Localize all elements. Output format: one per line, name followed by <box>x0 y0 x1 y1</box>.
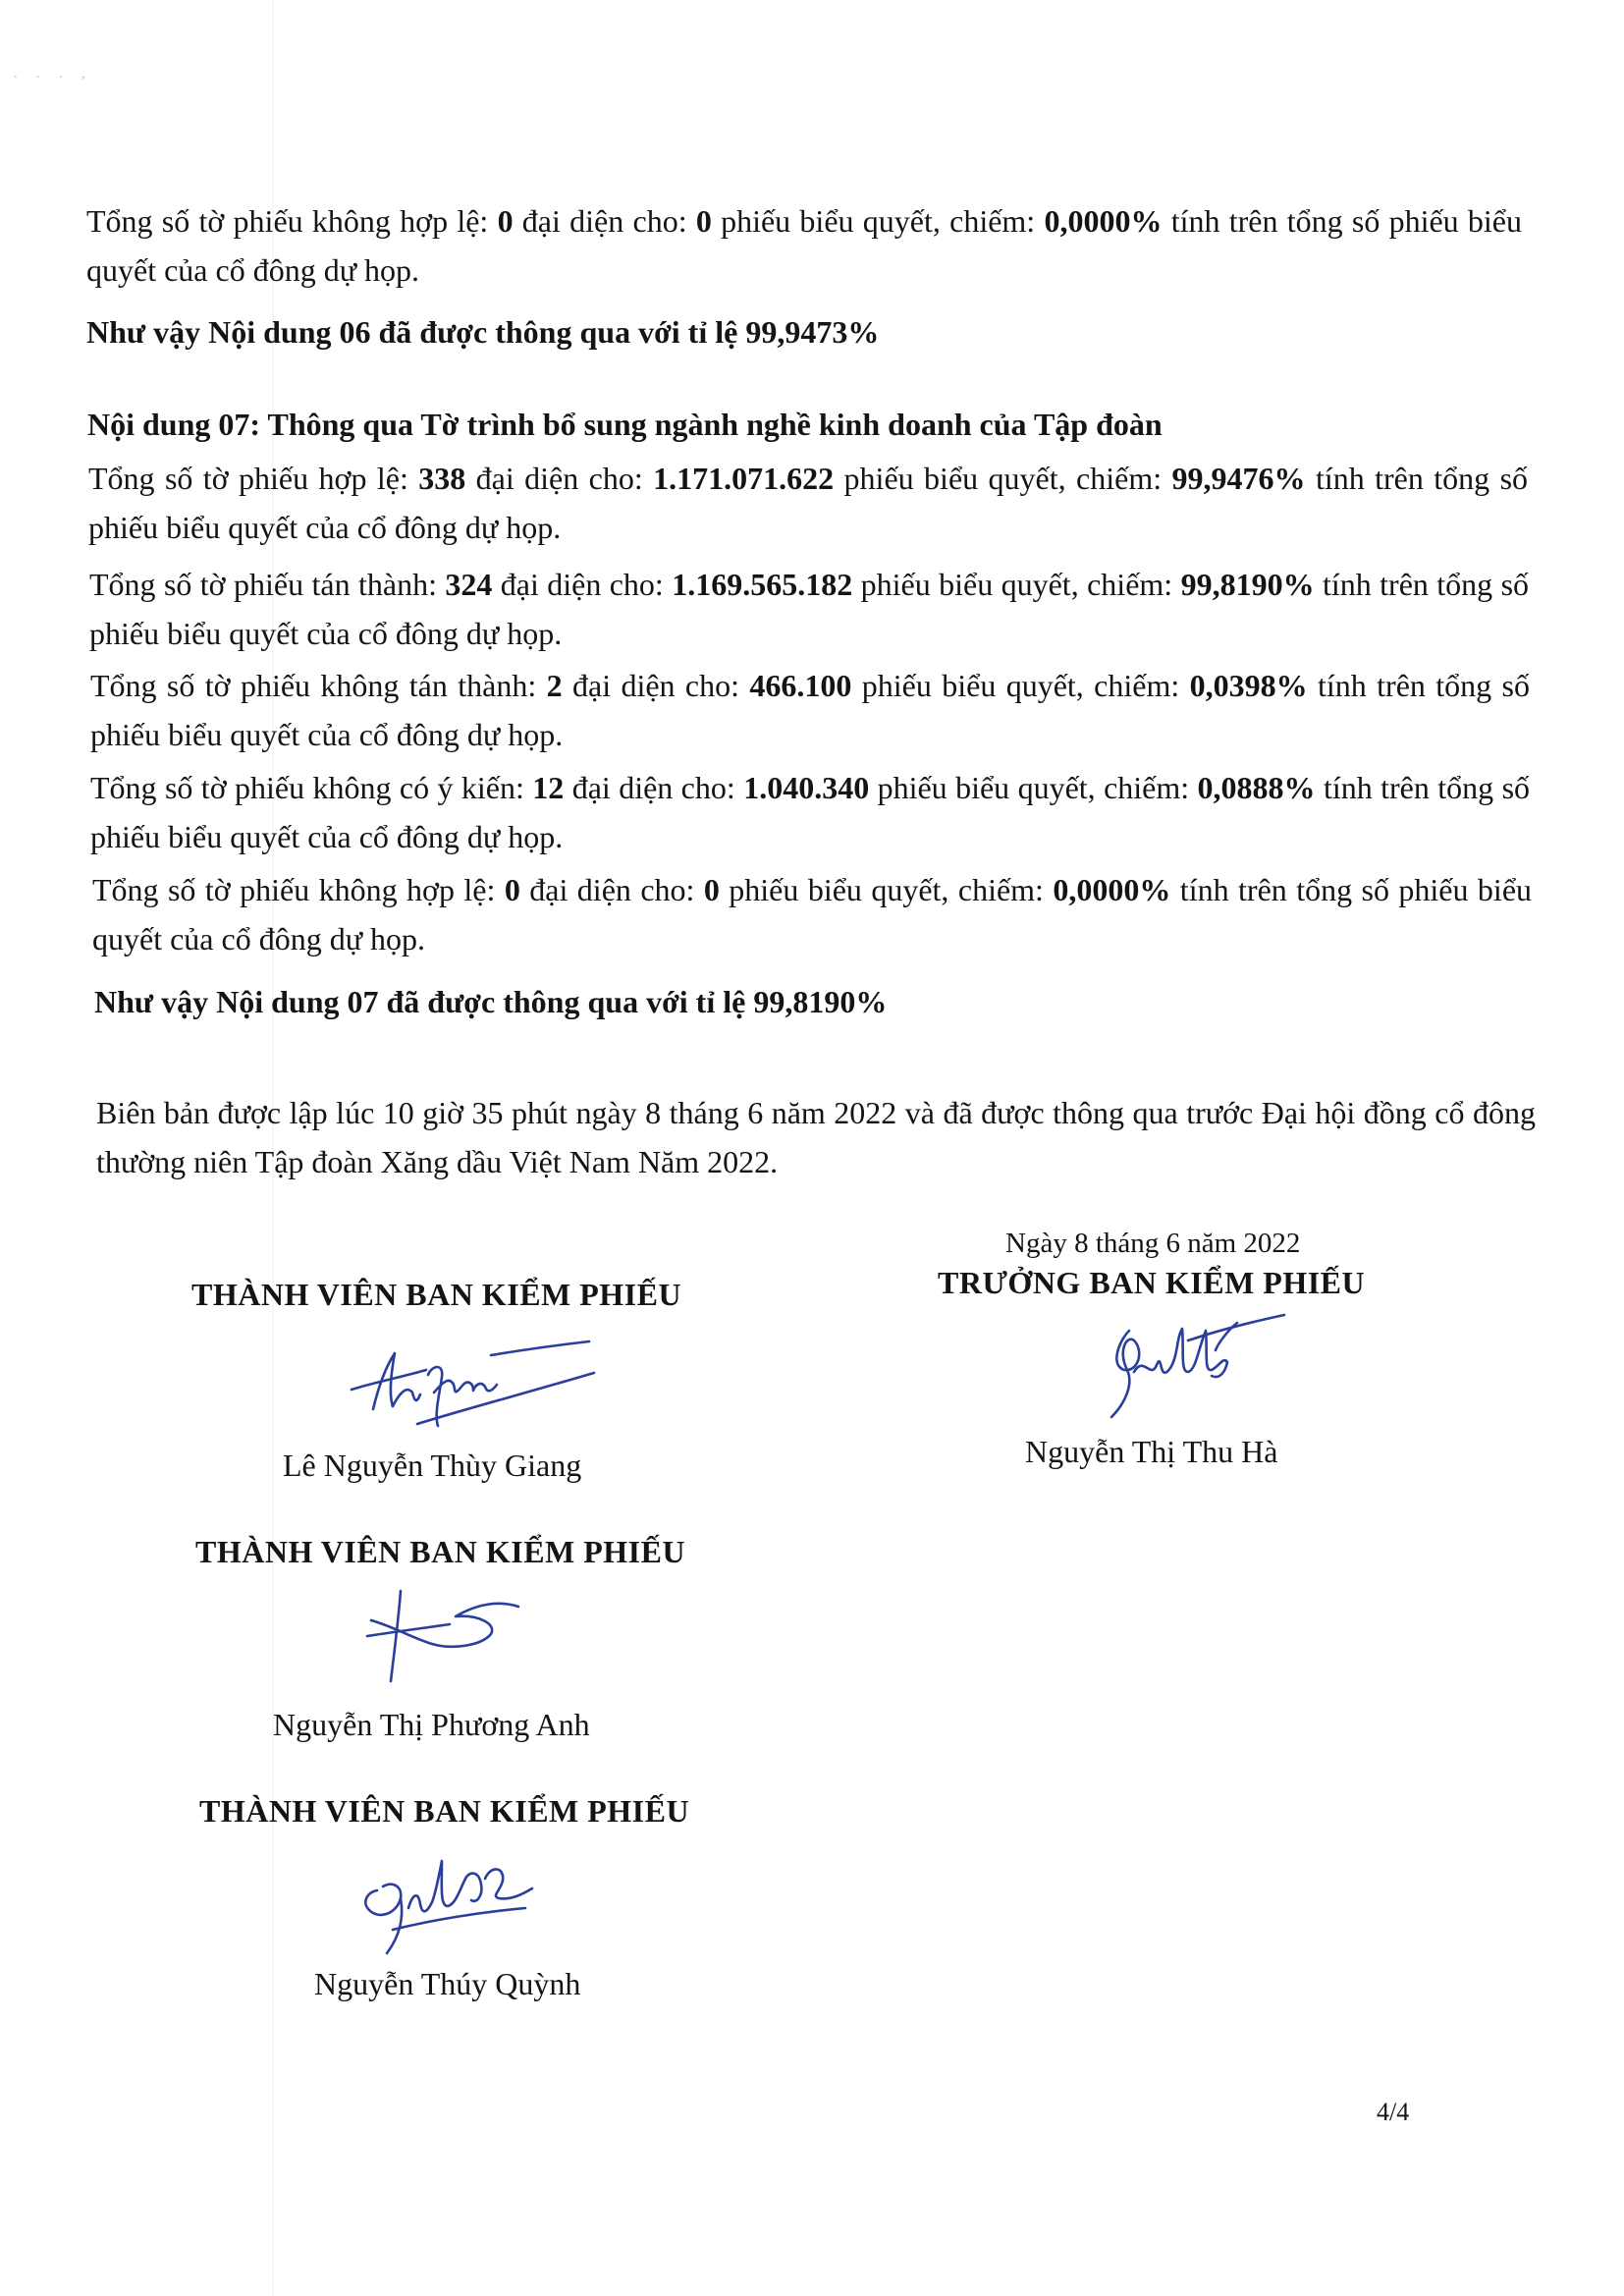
head-title: TRƯỞNG BAN KIỂM PHIẾU <box>938 1265 1366 1300</box>
section07-conclusion: Như vậy Nội dung 07 đã được thông qua với tỉ lệ 99,8190% <box>94 984 888 1019</box>
member-title-2: THÀNH VIÊN BAN KIỂM PHIẾU <box>195 1534 686 1569</box>
member-signature-1 <box>344 1336 599 1434</box>
section07-approve-paragraph: Tổng số tờ phiếu tán thành: 324 đại diện cho: 1.169.565.182 phiếu biểu quyết, chiếm: 99,8190% tính trên tổng số phiếu biểu quyết của cổ đông dự họp. <box>89 567 1530 651</box>
section07-invalid-paragraph: Tổng số tờ phiếu không hợp lệ: 0 đại diện cho: 0 phiếu biểu quyết, chiếm: 0,0000% tính trên tổng số phiếu biểu quyết của cổ đông dự họp. <box>92 872 1533 957</box>
member-name-2: Nguyễn Thị Phương Anh <box>273 1707 590 1742</box>
head-name: Nguyễn Thị Thu Hà <box>1025 1434 1278 1469</box>
section06-conclusion: Như vậy Nội dung 06 đã được thông qua với tỉ lệ 99,9473% <box>86 314 880 350</box>
section07-abstain-paragraph: Tổng số tờ phiếu không có ý kiến: 12 đại diện cho: 1.040.340 phiếu biểu quyết, chiếm: 0,0888% tính trên tổng số phiếu biểu quyết của cổ đông dự họp. <box>90 770 1531 854</box>
member-signature-3 <box>353 1851 550 1959</box>
section06-invalid-paragraph: Tổng số tờ phiếu không hợp lệ: 0 đại diện cho: 0 phiếu biểu quyết, chiếm: 0,0000% tính trên tổng số phiếu biểu quyết của cổ đông dự họp. <box>86 203 1523 288</box>
member-signature-2 <box>353 1579 530 1687</box>
member-name-3: Nguyễn Thúy Quỳnh <box>314 1966 581 2001</box>
member-title-3: THÀNH VIÊN BAN KIỂM PHIẾU <box>199 1793 690 1829</box>
member-title-1: THÀNH VIÊN BAN KIỂM PHIẾU <box>191 1277 682 1312</box>
scan-marks: . . . , <box>14 67 93 82</box>
section07-disapprove-paragraph: Tổng số tờ phiếu không tán thành: 2 đại diện cho: 466.100 phiếu biểu quyết, chiếm: 0,0398% tính trên tổng số phiếu biểu quyết của cổ đông dự họp. <box>90 668 1530 752</box>
closing-paragraph: Biên bản được lập lúc 10 giờ 35 phút ngày 8 tháng 6 năm 2022 và đã được thông qua trước Đại hội đồng cổ đông thường niên Tập đoàn Xăng dầu Việt Nam Năm 2022. <box>96 1095 1536 1179</box>
section07-valid-paragraph: Tổng số tờ phiếu hợp lệ: 338 đại diện cho: 1.171.071.622 phiếu biểu quyết, chiếm: 99,9476% tính trên tổng số phiếu biểu quyết của cổ đông dự họp. <box>88 461 1529 545</box>
signature-date: Ngày 8 tháng 6 năm 2022 <box>1005 1228 1301 1259</box>
section07-heading: Nội dung 07: Thông qua Tờ trình bổ sung ngành nghề kinh doanh của Tập đoàn <box>87 407 1163 442</box>
page-number: 4/4 <box>1377 2098 1410 2126</box>
head-signature <box>1090 1311 1286 1424</box>
member-name-1: Lê Nguyễn Thùy Giang <box>283 1448 582 1483</box>
